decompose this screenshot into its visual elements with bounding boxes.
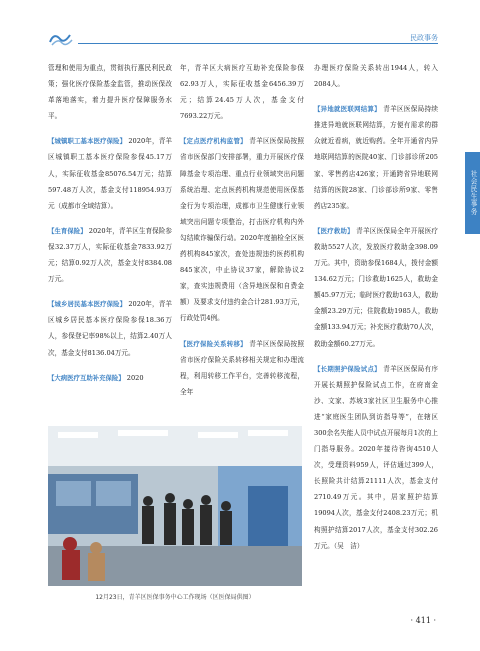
section-tag: 【城乡居民基本医疗保险】 — [48, 300, 127, 309]
paragraph — [48, 133, 172, 213]
paragraph — [180, 133, 304, 326]
paragraph-text: 2020年，青羊区城乡居民基本医疗保险参保18.36万人，参保登记率98%以上，结算2.40万人次，基金支付8136.04万元。 — [48, 300, 172, 357]
column-2 — [180, 60, 304, 400]
paragraph-text: 青羊区医保局全年开展医疗救助5527人次，发放医疗救助金398.09万元。其中，资助参保1684人，拨付金额134.62万元；门诊救助1625人，救助金额45.97万元；临时医疗救助163人，救助金额23.29万元；住院救助1985人，救助金额133.94万元；补充医疗救助70人次，救助金额60.27万元。 — [314, 226, 438, 348]
section-tag: 【医疗救助】 — [314, 226, 354, 235]
column-3 — [314, 60, 438, 554]
column-1 — [48, 60, 172, 386]
paragraph: 管理和使用为重点，贯彻执行惠民利民政策；强化医疗保险基金监管，推动医保改革落地落实，着力提升医疗保障服务水平。 — [48, 64, 172, 121]
paragraph-text: 青羊区医保局按照省市医保部门安排部署，重力开展医疗保障基金专项治理、重点行业领域突出问题系统治理、定点医药机构规范使用医保基金行为专项治理，成都市卫生健康行业领域突出问题专项整治，打击医疗机构内外勾结欺诈骗保行动。2020年度抽检全区医药机构845家次，查处违规违约医药机构845家次，中止协议37家，解除协议2家，查实违规费用（含异地医保和自费金额）及要求支付违约金合计281.93万元，行政处罚4例。 — [180, 137, 305, 323]
section-tag: 【异地就医联网结算】 — [314, 105, 381, 114]
paragraph — [48, 223, 172, 287]
paragraph-text: 2020年，青羊区城镇职工基本医疗保险参保45.17万人，实际征收基金85076.54万元；结算597.48万人次，基金支付118954.93万元（成都市全域结算）。 — [48, 137, 172, 210]
paragraph — [180, 336, 304, 400]
office-scene-image — [48, 426, 302, 586]
paragraph: 年，青羊区大病医疗互助补充保险参保62.93万人，实际征收基金6456.39万元；结算24.45万人次，基金支付7693.22万元。 — [180, 64, 304, 121]
paragraph-text: 青羊区医保局持续推进异地就医联网结算，方便有需求的群众就近看病，就近购药。全年开通省内异地联网结算的医院40家、门诊部诊所205家、零售药店426家；开通跨省异地联网结算的医院28家、门诊部诊所9家、零售药店235家。 — [314, 105, 439, 210]
section-tag: 【长期照护保险试点】 — [314, 364, 381, 373]
paragraph — [314, 361, 438, 554]
section-tag: 【生育保险】 — [48, 226, 87, 235]
office-photo — [48, 426, 302, 586]
page-number: · 411 · — [410, 616, 436, 625]
paragraph-text: 2020年，青羊区生育保险参保32.37万人，实际征收基金7833.92万元；结算0.92万人次，基金支付8384.08万元。 — [48, 226, 173, 284]
header-rule — [78, 43, 438, 44]
section-title: 民政事务 — [410, 34, 438, 42]
paragraph-text: 青羊区医保局有序开展长期照护保险试点工作，在府南金沙、文家、苏坡3家社区卫生服务中心推进“家庭医生团队到访指导等”，在辖区300余名失能人员中试点开展每月1次的上门指导服务。2020年接待咨询4510人次，受理资料959人，评估通过399人，长照险共计结算21111人次，基金支付2710.49万元。其中，居家照护结算19094人次，基金支付2408.23万元；机构照护结算2017人次，基金支付302.26万元。（吴 洁） — [314, 364, 439, 550]
photo-caption: 12月23日，青羊区医保事务中心工作现场（区医保局供图） — [95, 594, 255, 601]
paragraph-text: 2020 — [126, 373, 144, 382]
paragraph-text: 青羊区医保局按照省市医疗保险关系转移相关规定和办理流程，利用转移工作平台，完善转移流程，全年 — [180, 339, 305, 396]
section-tag: 【城镇职工基本医疗保险】 — [48, 137, 127, 146]
paragraph: 办理医疗保险关系转出1944人，转入2084人。 — [314, 64, 438, 89]
section-tag: 【定点医疗机构监管】 — [180, 137, 247, 146]
decorative-logo-icon — [48, 30, 74, 48]
section-tag: 【大病医疗互助补充保险】 — [48, 373, 125, 382]
paragraph — [48, 370, 172, 386]
side-tab[interactable]: 社会民生事务 — [465, 152, 480, 234]
section-tag: 【医疗保险关系转移】 — [180, 339, 247, 348]
paragraph — [314, 101, 438, 214]
paragraph — [48, 296, 172, 360]
paragraph — [314, 223, 438, 352]
